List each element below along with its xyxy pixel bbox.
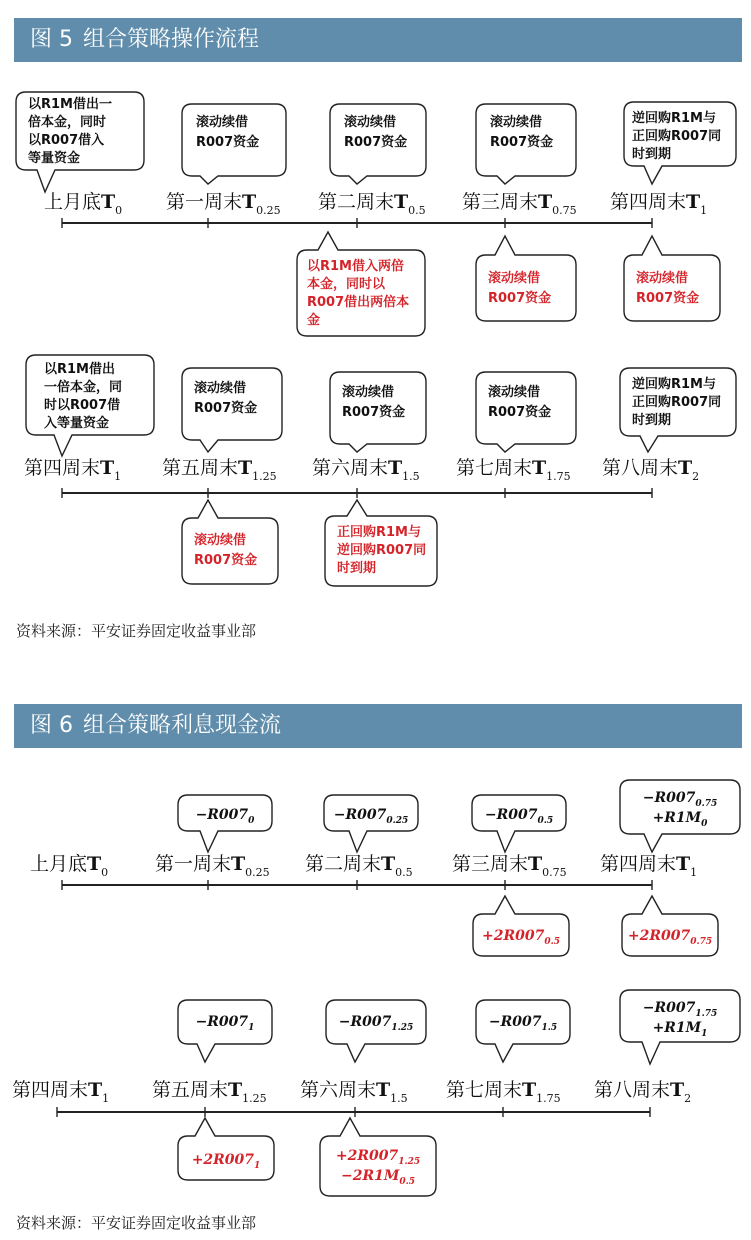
fig5-row1-below-text: R007资金: [636, 291, 700, 306]
fig6-row1-label: 第一周末$T_{0.25}$: [155, 853, 270, 879]
fig6-row1-below-formula: $+2R007_{0.5}$: [481, 928, 561, 947]
fig5-row1-below-text: 以R1M借入两倍: [307, 259, 404, 274]
fig5-row2-label: 第六周末$T_{1.5}$: [312, 457, 420, 483]
fig5-row1-below-text: 金: [307, 313, 321, 328]
fig5-row1-label: 上月底$T_0$: [44, 191, 123, 217]
figure5-number: 图 5: [30, 27, 73, 52]
fig5-row2-below-text: 逆回购R007同: [337, 543, 427, 558]
fig6-row1-below-box: [473, 896, 569, 956]
fig6-row2-above-formula: $-R007_1$: [195, 1014, 255, 1033]
fig5-row2-label: 第五周末$T_{1.25}$: [162, 457, 277, 483]
fig6-row1-label: 第三周末$T_{0.75}$: [452, 853, 567, 879]
fig6-row1-above-box: [178, 795, 272, 852]
fig5-row2-above-text: 滚动续借: [194, 381, 247, 396]
fig5-row1-label: 第四周末$T_1$: [610, 191, 708, 217]
fig5-row2-label: 第四周末$T_1$: [24, 457, 122, 483]
fig5-row2-label: 第七周末$T_{1.75}$: [456, 457, 571, 483]
fig6-row1-below-formula: $+2R007_{0.75}$: [627, 928, 713, 947]
fig5-row1-below-text: 滚动续借: [488, 271, 541, 286]
fig5-row1-label: 第一周末$T_{0.25}$: [166, 191, 281, 217]
fig5-row2-above-text: 以R1M借出: [44, 362, 115, 377]
fig6-row1-label: 上月底$T_0$: [30, 853, 109, 879]
fig5-row1-above-text: R007资金: [344, 135, 408, 150]
fig5-row2-above-text: 滚动续借: [488, 385, 541, 400]
figure6-number: 图 6: [30, 713, 73, 738]
fig5-row1-label: 第三周末$T_{0.75}$: [462, 191, 577, 217]
fig6-row2-below-formula: $+2R007_{1.25}$: [335, 1148, 421, 1167]
fig5-row2-above-text: 入等量资金: [44, 416, 110, 431]
fig6-row2-above-box: [178, 1000, 272, 1062]
fig5-row2-above-text: 一倍本金，同: [44, 380, 123, 395]
fig5-row1-above-text: 滚动续借: [344, 115, 397, 130]
fig5-row1-above-text: 时到期: [632, 147, 672, 162]
fig5-row1-below-text: 滚动续借: [636, 271, 689, 286]
fig6-row1-above-formula: $-R007_{0.25}$: [333, 807, 409, 826]
fig5-row2-above-text: 逆回购R1M与: [632, 377, 716, 392]
fig5-row1-above-text: R007资金: [196, 135, 260, 150]
fig5-row1-below-text: 本金，同时以: [307, 277, 386, 292]
fig5-row1-label: 第二周末$T_{0.5}$: [318, 191, 426, 217]
fig6-row2-below-formula: $+2R007_1$: [191, 1152, 261, 1171]
fig6-row2-label: 第五周末$T_{1.25}$: [152, 1079, 267, 1105]
figure5-title: 组合策略操作流程: [83, 27, 260, 52]
fig5-row1-above-text: 以R007借入: [28, 133, 105, 148]
fig6-row1-label: 第二周末$T_{0.5}$: [305, 853, 413, 879]
fig5-row2-above-text: 时到期: [632, 413, 672, 428]
fig6-row2-above-formula: $-R007_{1.75}$: [642, 1000, 718, 1019]
fig6-row2-label: 第四周末$T_1$: [12, 1079, 110, 1105]
fig5-row2-below-text: 正回购R1M与: [337, 525, 421, 540]
fig5-row1-above-text: 正回购R007同: [632, 129, 722, 144]
fig5-row1-above-text: 以R1M借出一: [28, 97, 112, 112]
fig5-row2-label: 第八周末$T_2$: [602, 457, 700, 483]
fig5-row2-above-text: R007资金: [194, 401, 258, 416]
fig5-row2-above-text: 正回购R007同: [632, 395, 722, 410]
figure6-source: 资料来源：平安证券固定收益事业部: [16, 1214, 257, 1232]
fig5-row1-above-text: R007资金: [490, 135, 554, 150]
fig5-row2-above-text: 时以R007借: [44, 398, 121, 413]
fig6-row1-above-formula: $-R007_{0.75}$: [642, 790, 718, 809]
fig5-row1-above-text: 等量资金: [28, 151, 81, 166]
fig6-row1-below-box: [622, 896, 718, 956]
fig6-row2-above-formula: $-R007_{1.25}$: [338, 1014, 414, 1033]
fig5-row1-above-text: 滚动续借: [196, 115, 249, 130]
figure5-source: 资料来源：平安证券固定收益事业部: [16, 622, 257, 640]
fig5-row2-below-text: 时到期: [337, 561, 377, 576]
fig5-row2-below-text: 滚动续借: [194, 533, 247, 548]
fig5-row2-below-text: R007资金: [194, 553, 258, 568]
fig5-row1-below-text: R007资金: [488, 291, 552, 306]
fig6-row2-label: 第六周末$T_{1.5}$: [300, 1079, 408, 1105]
fig6-row1-above-formula: $+R1M_0$: [652, 810, 708, 829]
fig6-row2-below-formula: $-2R1M_{0.5}$: [340, 1168, 416, 1187]
fig5-row1-above-text: 滚动续借: [490, 115, 543, 130]
fig5-row2-above-text: 滚动续借: [342, 385, 395, 400]
fig5-row1-above-text: 倍本金，同时: [28, 115, 107, 130]
fig5-row1-below-text: R007借出两倍本: [307, 295, 410, 310]
figure6-title: 组合策略利息现金流: [83, 713, 282, 738]
fig6-row1-label: 第四周末$T_1$: [600, 853, 698, 879]
fig6-row2-label: 第八周末$T_2$: [594, 1079, 692, 1105]
fig6-row2-above-formula: $-R007_{1.5}$: [488, 1014, 558, 1033]
fig5-row2-above-text: R007资金: [488, 405, 552, 420]
fig6-row2-above-formula: $+R1M_1$: [652, 1020, 708, 1039]
fig5-row2-above-text: R007资金: [342, 405, 406, 420]
fig6-row1-above-formula: $-R007_{0.5}$: [484, 807, 554, 826]
fig6-row2-label: 第七周末$T_{1.75}$: [446, 1079, 561, 1105]
fig6-row1-above-formula: $-R007_0$: [195, 807, 255, 826]
fig5-row1-above-text: 逆回购R1M与: [632, 111, 716, 126]
